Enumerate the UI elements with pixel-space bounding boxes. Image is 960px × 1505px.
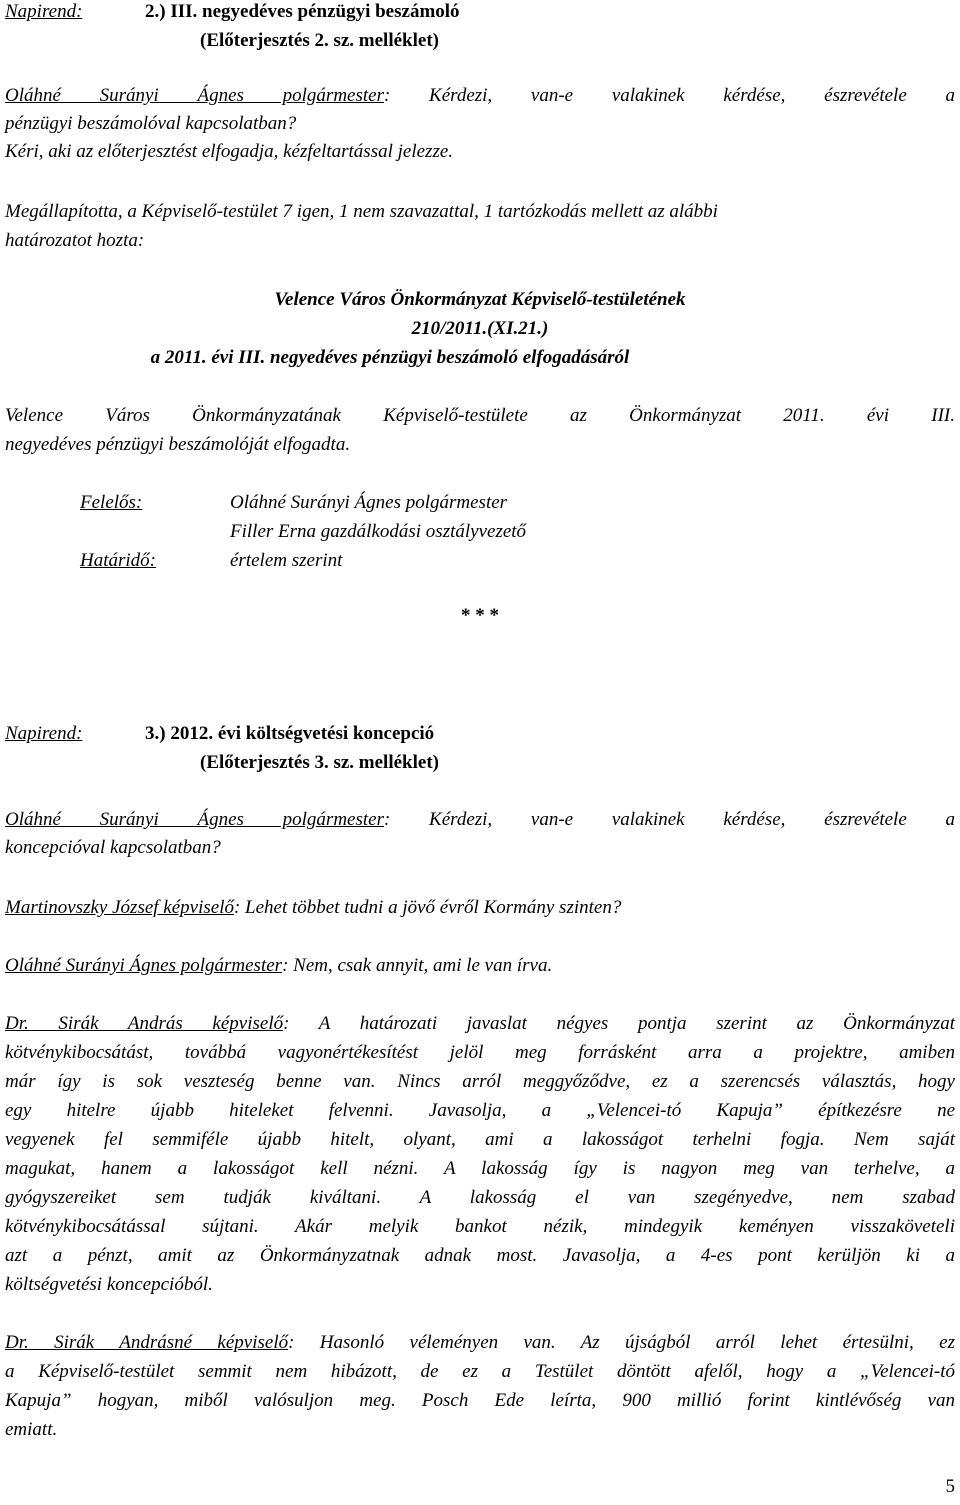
paragraph-line xyxy=(5,954,955,978)
speech-text: : Kérdezi, van-e valakinek kérdése, észrevétele a xyxy=(383,809,955,830)
resolution-subject: a 2011. évi III. negyedéves pénzügyi beszámoló elfogadásáról xyxy=(150,347,630,368)
paragraph-line: egy hitelre újabb hiteleket felvenni. Javasolja, a „Velencei-tó Kapuja” építkezésre ne xyxy=(5,1100,955,1121)
responsible-value: Oláhné Surányi Ágnes polgármester xyxy=(230,492,508,513)
paragraph-line: vegyenek fel semmiféle újabb hitelt, olyant, ami a lakosságot terhelni fogja. Nem saját xyxy=(5,1129,955,1150)
responsible-value: Filler Erna gazdálkodási osztályvezető xyxy=(230,521,527,542)
paragraph-line xyxy=(5,84,955,108)
agenda-subtitle: (Előterjesztés 3. sz. melléklet) xyxy=(200,752,439,773)
resolution-heading: Velence Város Önkormányzat Képviselő-testületének xyxy=(274,289,686,310)
paragraph-line: kötvénykibocsátást, továbbá vagyonértékesítést jelöl meg forrásként arra a projektre, amiben xyxy=(5,1042,955,1063)
paragraph-line: költségvetési koncepcióból. xyxy=(5,1274,213,1295)
deadline-label: Határidő: xyxy=(80,550,156,571)
responsible-label: Felelős: xyxy=(80,492,143,513)
agenda-label: Napirend: xyxy=(5,723,83,744)
speech-text: : Kérdezi, van-e valakinek kérdése, észrevétele a xyxy=(383,85,955,106)
paragraph-line: Kéri, aki az előterjesztést elfogadja, kézfeltartással jelezze. xyxy=(5,141,454,162)
paragraph-line: pénzügyi beszámolóval kapcsolatban? xyxy=(5,113,297,134)
speaker-name: Oláhné Surányi Ágnes polgármester xyxy=(5,809,384,830)
paragraph-line: kötvénykibocsátással sújtani. Akár melyik bankot nézik, mindegyik keményen visszaköveteli xyxy=(5,1216,955,1237)
speech-text: : Hasonló véleményen van. Az újságból arról lehet értesülni, ez xyxy=(288,1332,955,1353)
paragraph-line: Kapuja” hogyan, miből valósuljon meg. Posch Ede leírta, 900 millió forint kintlévőség van xyxy=(5,1390,955,1411)
paragraph-line: Megállapította, a Képviselő-testület 7 igen, 1 nem szavazattal, 1 tartózkodás mellett az alábbi xyxy=(5,201,718,222)
page-number: 5 xyxy=(945,1476,955,1497)
speaker-name: Oláhné Surányi Ágnes polgármester xyxy=(5,85,384,106)
resolution-number: 210/2011.(XI.21.) xyxy=(411,318,549,339)
paragraph-line xyxy=(5,808,955,832)
paragraph-line: magukat, hanem a lakosságot kell nézni. A lakosság így is nagyon meg van terhelve, a xyxy=(5,1158,955,1179)
paragraph-line: emiatt. xyxy=(5,1419,58,1440)
agenda-title: 2.) III. negyedéves pénzügyi beszámoló xyxy=(145,1,460,22)
paragraph-line xyxy=(5,1012,955,1036)
speech-text: : A határozati javaslat négyes pontja szerint az Önkormányzat xyxy=(283,1013,955,1034)
paragraph-line: Velence Város Önkormányzatának Képviselő-testülete az Önkormányzat 2011. évi III. xyxy=(5,405,955,426)
speaker-name: Martinovszky József képviselő xyxy=(5,897,234,918)
paragraph-line: gyógyszereiket sem tudják kiváltani. A lakosság el van szegényedve, nem szabad xyxy=(5,1187,955,1208)
agenda-subtitle: (Előterjesztés 2. sz. melléklet) xyxy=(200,30,439,51)
speaker-name: Dr. Sirák András képviselő xyxy=(5,1013,284,1034)
paragraph-line: határozatot hozta: xyxy=(5,230,145,251)
paragraph-line: a Képviselő-testület semmit nem hibázott, de ez a Testület döntött afelől, hogy a „Velencei-tó xyxy=(5,1361,955,1382)
deadline-value: értelem szerint xyxy=(230,550,343,571)
paragraph-line xyxy=(5,1331,955,1355)
paragraph-line xyxy=(5,896,955,920)
speaker-name: Oláhné Surányi Ágnes polgármester xyxy=(5,955,283,976)
paragraph-line: azt a pénzt, amit az Önkormányzatnak adnak most. Javasolja, a 4-es pont kerüljön ki a xyxy=(5,1245,955,1266)
paragraph-line: negyedéves pénzügyi beszámolóját elfogadta. xyxy=(5,434,351,455)
agenda-label: Napirend: xyxy=(5,1,83,22)
agenda-title: 3.) 2012. évi költségvetési koncepció xyxy=(145,723,435,744)
paragraph-line: már így is sok veszteség benne van. Nincs arról meggyőződve, ez a szerencsés választás, hogy xyxy=(5,1071,955,1092)
paragraph-line: koncepcióval kapcsolatban? xyxy=(5,837,221,858)
speech-text: : Nem, csak annyit, ami le van írva. xyxy=(282,955,553,976)
section-separator: * * * xyxy=(461,605,499,626)
speech-text: : Lehet többet tudni a jövő évről Kormány szinten? xyxy=(233,897,622,918)
speaker-name: Dr. Sirák Andrásné képviselő xyxy=(5,1332,289,1353)
